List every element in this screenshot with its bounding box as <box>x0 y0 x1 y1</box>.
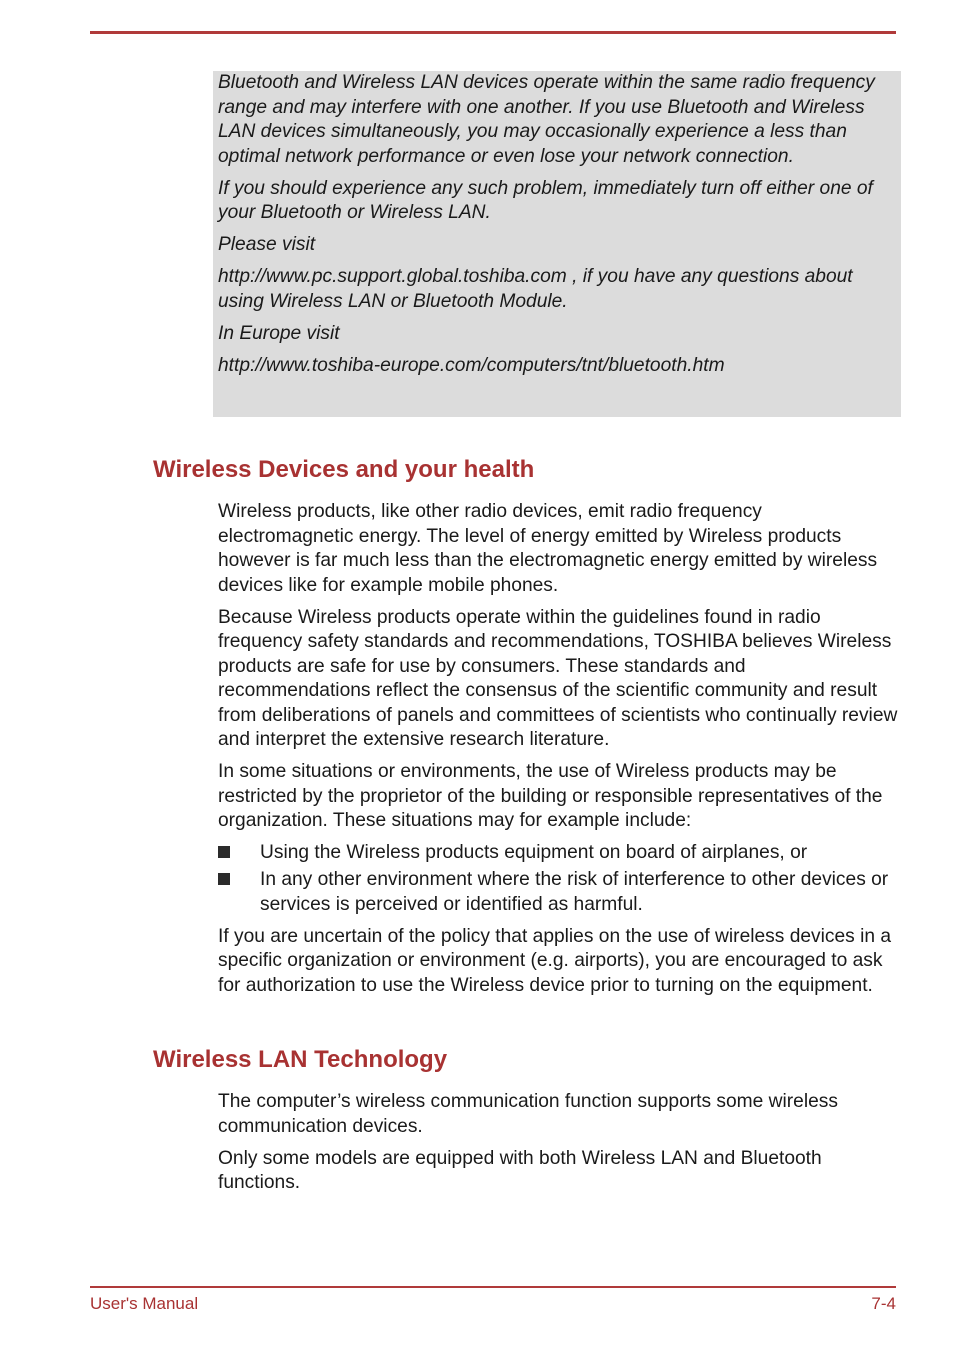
bullet-text: Using the Wireless products equipment on board of airplanes, or <box>260 842 808 863</box>
section-heading-health: Wireless Devices and your health <box>153 456 535 483</box>
square-bullet-icon <box>218 873 230 885</box>
body-paragraph: In some situations or environments, the use of Wireless products may be restricted by the proprietor of the building or responsible representatives of the organization. These situations may for example include: <box>218 761 883 831</box>
section-body-health <box>218 500 902 1006</box>
footer-manual-title: User's Manual <box>90 1294 199 1313</box>
body-paragraph: The computer’s wireless communication function supports some wireless communication devices. <box>218 1091 838 1137</box>
header-rule <box>90 31 896 34</box>
section-body-wlan <box>218 1090 902 1203</box>
note-paragraph: In Europe visit <box>218 322 340 344</box>
bullet-text: In any other environment where the risk of interference to other devices or services is perceived or identified as harmful. <box>260 869 889 915</box>
footer-page-number: 7-4 <box>871 1294 896 1313</box>
note-paragraph: Please visit <box>218 234 316 255</box>
bullet-list <box>218 841 902 917</box>
note-paragraph: http://www.toshiba-europe.com/computers/tnt/bluetooth.htm <box>218 354 725 376</box>
bullet-item <box>218 868 902 917</box>
body-paragraph: Only some models are equipped with both Wireless LAN and Bluetooth functions. <box>218 1147 822 1193</box>
square-bullet-icon <box>218 846 230 858</box>
note-paragraph: If you should experience any such problem, immediately turn off either one of your Bluetooth or Wireless LAN. <box>218 177 873 223</box>
footer-rule <box>90 1286 896 1288</box>
note-paragraph: http://www.pc.support.global.toshiba.com , if you have any questions about using Wireless LAN or Bluetooth Module. <box>218 266 853 312</box>
body-paragraph: If you are uncertain of the policy that applies on the use of wireless devices in a specific organization or environment (e.g. airports), you are encouraged to ask for authorization to use the Wireless device prior to turning on the equipment. <box>218 925 892 996</box>
bullet-item <box>218 841 902 866</box>
body-paragraph: Wireless products, like other radio devices, emit radio frequency electromagnetic energy. The level of energy emitted by Wireless products however is far much less than the electromagnetic energy emitted by wireless devices like for example mobile phones. <box>218 501 878 596</box>
section-heading-wlan: Wireless LAN Technology <box>153 1046 448 1073</box>
note-box <box>213 71 901 417</box>
note-paragraph: Bluetooth and Wireless LAN devices operate within the same radio frequency range and may interfere with one another. If you use Bluetooth and Wireless LAN devices simultaneously, you may occasionally experience a less than optimal network performance or even lose your network connection. <box>218 72 875 167</box>
body-paragraph: Because Wireless products operate within the guidelines found in radio frequency safety standards and recommendations, TOSHIBA believes Wireless products are safe for use by consumers. These standards and recommendations reflect the consensus of the scientific community and result from deliberations of panels and committees of scientists who continually review and interpret the extensive research literature. <box>218 606 898 750</box>
